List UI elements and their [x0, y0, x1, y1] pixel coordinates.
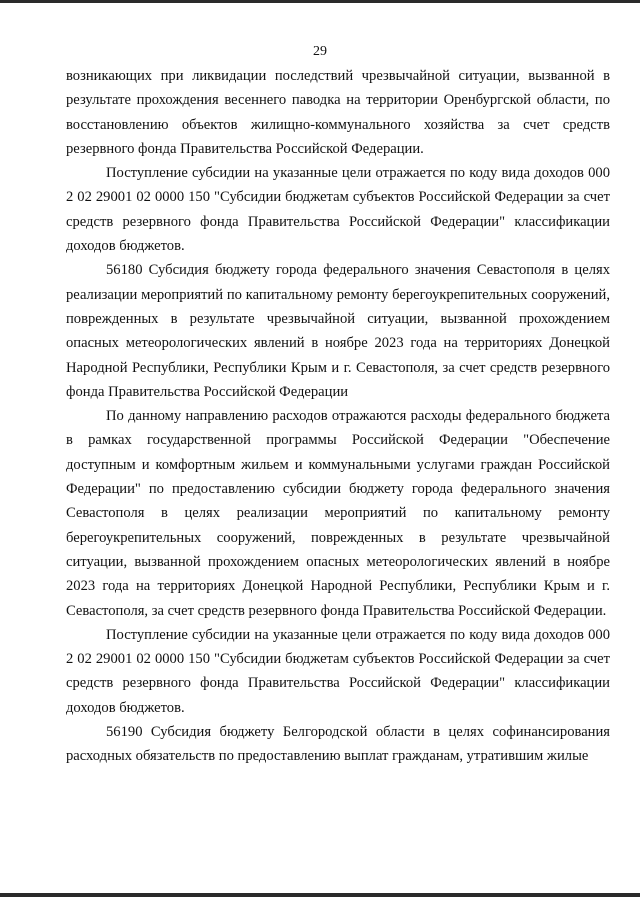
document-body [66, 64, 610, 769]
scan-edge-top [0, 0, 640, 3]
paragraph-revenue-code-2: Поступление субсидии на указанные цели отражается по коду вида доходов 000 2 02 29001 02 0000 150 "Субсидии бюджетам субъектов Российской Федерации за счет средств резервного фонда Правительства Российской Федерации" классификации доходов бюджетов. [66, 626, 610, 716]
paragraph-subsidy-56180: 56180 Субсидия бюджету города федерального значения Севастополя в целях реализации мероприятий по капитальному ремонту берегоукрепительных сооружений, поврежденных в результате чрезвычайной ситуации, вызванной прохождением опасных метеорологических явлений в ноябре 2023 года на территориях Донецкой Народной Республики, Республики Крым и г. Севастополя, за счет средств резервного фонда Правительства Российской Федерации [66, 262, 610, 400]
paragraph-expenses-description: По данному направлению расходов отражаются расходы федерального бюджета в рамках государственной программы Российской Федерации "Обеспечение доступным и комфортным жильем и коммунальными услугами граждан Российской Федерации" по предоставлению субсидии бюджету города федерального значения Севастополя в целях реализации мероприятий по капитальному ремонту берегоукрепительных сооружений, поврежденных в результате чрезвычайной ситуации, вызванной прохождением опасных метеорологических явлений в ноябре 2023 года на территориях Донецкой Народной Республики, Республики Крым и г. Севастополя, за счет средств резервного фонда Правительства Российской Федерации. [66, 408, 610, 619]
paragraph-revenue-code: Поступление субсидии на указанные цели отражается по коду вида доходов 000 2 02 29001 02 0000 150 "Субсидии бюджетам субъектов Российской Федерации за счет средств резервного фонда Правительства Российской Федерации" классификации доходов бюджетов. [66, 165, 610, 255]
paragraph-subsidy-56190: 56190 Субсидия бюджету Белгородской области в целях софинансирования расходных обязательств по предоставлению выплат гражданам, утратившим жилые [66, 724, 610, 765]
paragraph-continuation: возникающих при ликвидации последствий чрезвычайной ситуации, вызванной в результате прохождения весеннего паводка на территории Оренбургской области, по восстановлению объектов жилищно-коммунального хозяйства за счет средств резервного фонда Правительства Российской Федерации. [66, 68, 610, 157]
scan-edge-bottom [0, 893, 640, 897]
page-number: 29 [313, 44, 327, 59]
